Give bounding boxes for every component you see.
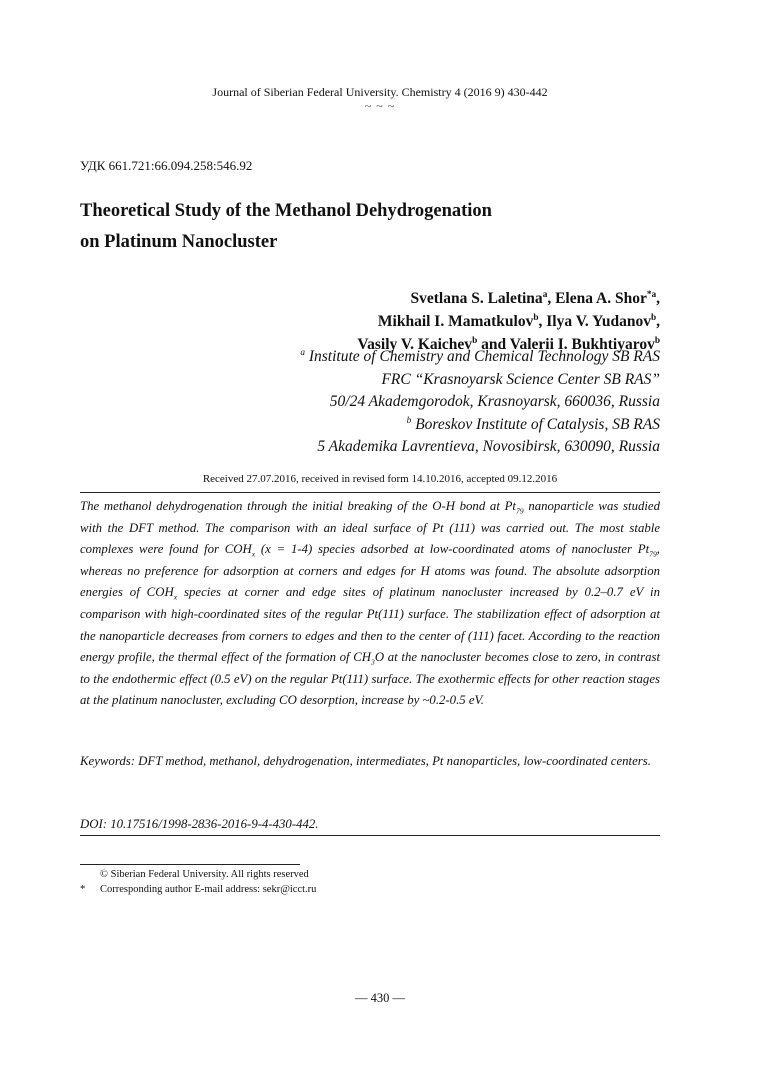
- author-name: Vasily V. Kaichev: [357, 336, 473, 353]
- author-affiliation-mark: *a: [646, 289, 657, 300]
- keywords: Keywords: DFT method, methanol, dehydrogenation, intermediates, Pt nanoparticles, low-coordinated centers.: [80, 754, 651, 768]
- footnote-rule: [80, 864, 300, 865]
- author-affiliation-mark: b: [533, 312, 539, 323]
- author-name: Valerii I. Bukhtiyarov: [509, 336, 655, 353]
- author-affiliation-mark: b: [654, 335, 660, 346]
- author-name: Mikhail I. Mamatkulov: [377, 313, 534, 330]
- abstract-text: The methanol dehydrogenation through the initial breaking of the O-H bond at Pt: [80, 499, 516, 513]
- footnote-corresponding: [80, 882, 316, 898]
- affiliation-a-text: Institute of Chemistry and Chemical Technology SB RAS: [304, 348, 660, 365]
- author-separator: ,: [547, 290, 556, 307]
- journal-header: Journal of Siberian Federal University. Chemistry 4 (2016 9) 430-442: [212, 85, 548, 99]
- subscript: x: [173, 592, 178, 602]
- abstract-text: nanoparticle was studied with the DFT method. The comparison with an ideal surface of Pt (111) was carried out. The most stable complexes were found for COH: [80, 499, 661, 557]
- abstract-text: species at corner and edge sites of platinum nanocluster increased by 0.2–0.7 eV in comparison with high-coordinated sites of the regular Pt(111) surface. The stabilization effect of adsorption at the nanoparticle decreases from corners to edges and then to the center of (111) facet. According to the reaction energy profile, the thermal effect of the formation of CH: [80, 585, 660, 665]
- footnote-text: © Siberian Federal University. All rights reserved: [100, 869, 309, 880]
- affiliation-a-mark: a: [300, 347, 305, 358]
- subscript: 79: [649, 549, 657, 559]
- subscript: 79: [515, 506, 524, 516]
- abstract-text: , whereas no preference for adsorption at corners and edges for H atoms was found. The absolute adsorption energies of COH: [80, 542, 660, 600]
- author-affiliation-mark: b: [650, 312, 657, 323]
- doi[interactable]: DOI: 10.17516/1998-2836-2016-9-4-430-442.: [80, 817, 319, 831]
- affiliation-b-mark: b: [406, 415, 412, 426]
- author-name: Ilya V. Yudanov: [546, 313, 651, 330]
- abstract-top-rule: [80, 492, 660, 493]
- affiliation-a-line-2: FRC “Krasnoyarsk Science Center SB RAS”: [381, 370, 660, 388]
- paper-title: [80, 196, 640, 258]
- header-separator: ~ ~ ~: [364, 99, 396, 113]
- abstract-bottom-rule: [80, 835, 660, 836]
- footnote-copyright: [80, 867, 309, 883]
- author-affiliation-mark: a: [542, 289, 548, 300]
- page-number: ― 430 ―: [355, 991, 405, 1005]
- author-name: Elena A. Shor: [555, 290, 647, 307]
- subscript: 3: [371, 657, 375, 667]
- footnote-text: Corresponding author E-mail address: sekr@icct.ru: [100, 884, 317, 895]
- affiliation-b-line-1: [100, 414, 660, 437]
- title-line-1: Theoretical Study of the Methanol Dehydrogenation: [80, 201, 492, 221]
- author-name: Svetlana S. Laletina: [410, 290, 543, 307]
- abstract-text: O at the nanocluster becomes close to zero, in contrast to the endothermic effect (0.5 eV) on the regular Pt(111) surface. The exothermic effects for other reaction stages at the platinum nanocluster, excluding CO desorption, increase by ~0.2-0.5 eV.: [80, 650, 661, 708]
- affiliation-b-line-2: 5 Akademika Lavrentieva, Novosibirsk, 630090, Russia: [317, 438, 660, 456]
- author-separator: ,: [656, 313, 660, 330]
- affiliation-a-line-1: [100, 346, 660, 369]
- affiliations: [100, 346, 660, 459]
- author-separator: ,: [656, 290, 660, 307]
- title-line-2: on Platinum Nanocluster: [80, 232, 278, 252]
- subscript: x: [251, 549, 256, 559]
- authors-line-2: [100, 310, 660, 333]
- affiliation-b-text: Boreskov Institute of Catalysis, SB RAS: [411, 415, 660, 433]
- affiliation-a-line-3: 50/24 Akademgorodok, Krasnoyarsk, 660036, Russia: [329, 393, 660, 411]
- abstract: [80, 496, 660, 712]
- received-dates: Received 27.07.2016, received in revised form 14.10.2016, accepted 09.12.2016: [202, 473, 558, 485]
- author-separator: ,: [538, 313, 547, 330]
- author-separator: and: [477, 336, 510, 353]
- abstract-text: (x = 1-4) species adsorbed at low-coordinated atoms of nanocluster Pt: [255, 542, 650, 557]
- author-affiliation-mark: b: [472, 335, 478, 346]
- footnote-mark: *: [80, 884, 86, 895]
- authors-line-1: [100, 287, 660, 310]
- udc-code: УДК 661.721:66.094.258:546.92: [80, 158, 253, 173]
